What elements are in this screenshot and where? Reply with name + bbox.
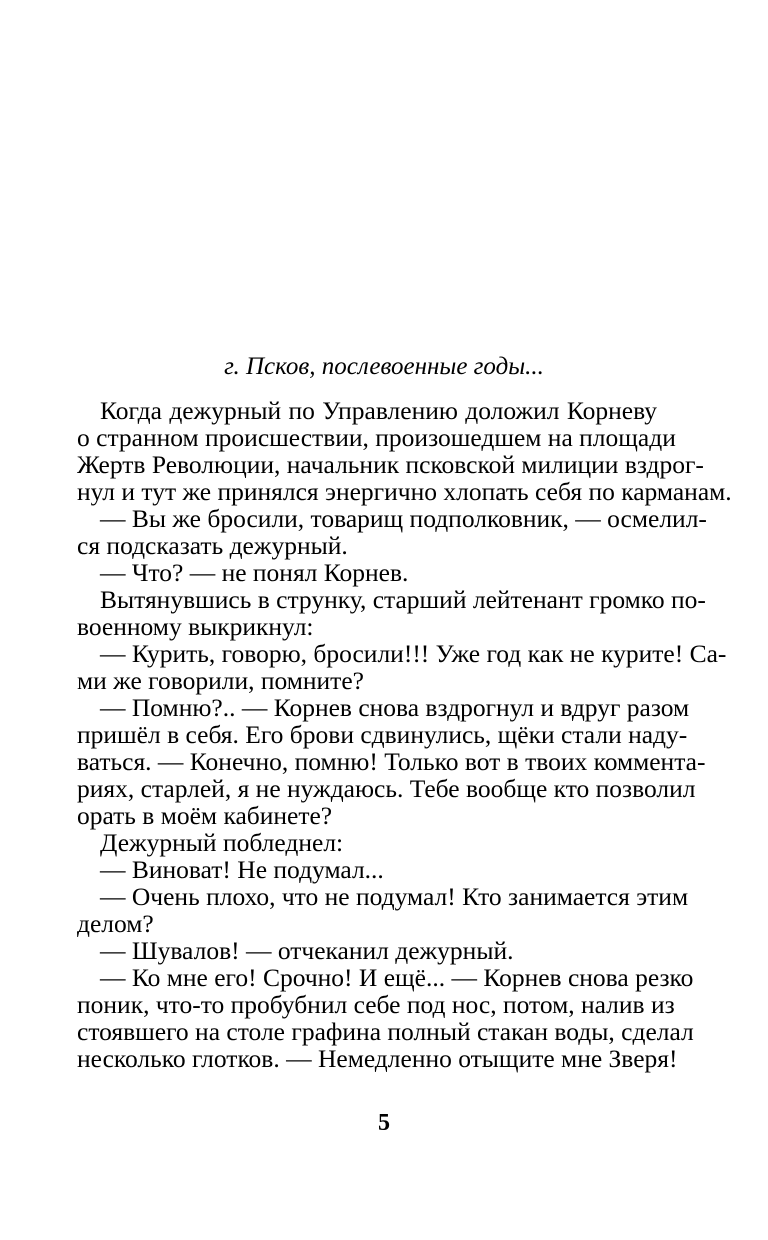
text-line: орать в моём кабинете?: [77, 801, 333, 830]
text-line: пришёл в себя. Его брови сдвинулись, щёки стали наду-: [77, 720, 688, 749]
text-line: риях, старлей, я не нуждаюсь. Тебе вообще кто позволил: [77, 774, 696, 803]
text-line: — Что? — не понял Корнев.: [100, 558, 409, 587]
text-line: — Шувалов! — отчеканил дежурный.: [100, 936, 514, 965]
text-line: о странном происшествии, произошедшем на площади: [77, 423, 676, 452]
text-line: делом?: [77, 909, 154, 938]
text-line: Вытянувшись в струнку, старший лейтенант громко по-: [100, 585, 706, 614]
text-line: — Очень плохо, что не подумал! Кто занимается этим: [100, 882, 689, 911]
text-line: ваться. — Конечно, помню! Только вот в твоих коммента-: [77, 747, 706, 776]
text-line: стоявшего на столе графина полный стакан воды, сделал: [77, 1017, 694, 1046]
text-line: — Помню?.. — Корнев снова вздрогнул и вдруг разом: [100, 693, 690, 722]
text-line: Когда дежурный по Управлению доложил Корневу: [100, 396, 657, 425]
text-line: — Виноват! Не подумал...: [100, 855, 384, 884]
text-line: — Ко мне его! Срочно! И ещё... — Корнев снова резко: [100, 963, 694, 992]
text-line: — Курить, говорю, бросили!!! Уже год как не курите! Са-: [100, 639, 727, 668]
text-line: поник, что-то пробубнил себе под нос, потом, налив из: [77, 990, 675, 1019]
text-line: военному выкрикнул:: [77, 612, 314, 641]
text-line: ся подсказать дежурный.: [77, 531, 348, 560]
text-line: Жертв Революции, начальник псковской милиции вздрог-: [77, 450, 704, 479]
text-line: ми же говорили, помните?: [77, 666, 364, 695]
chapter-heading: г. Псков, послевоенные годы...: [224, 353, 544, 380]
text-line: — Вы же бросили, товарищ подполковник, — осмелил-: [100, 504, 707, 533]
page-number: 5: [378, 1110, 390, 1136]
text-line: несколько глотков. — Немедленно отыщите мне Зверя!: [77, 1044, 678, 1073]
body-text: [77, 396, 732, 1073]
text-line: нул и тут же принялся энергично хлопать себя по карманам.: [77, 477, 732, 506]
text-line: Дежурный побледнел:: [100, 828, 344, 857]
